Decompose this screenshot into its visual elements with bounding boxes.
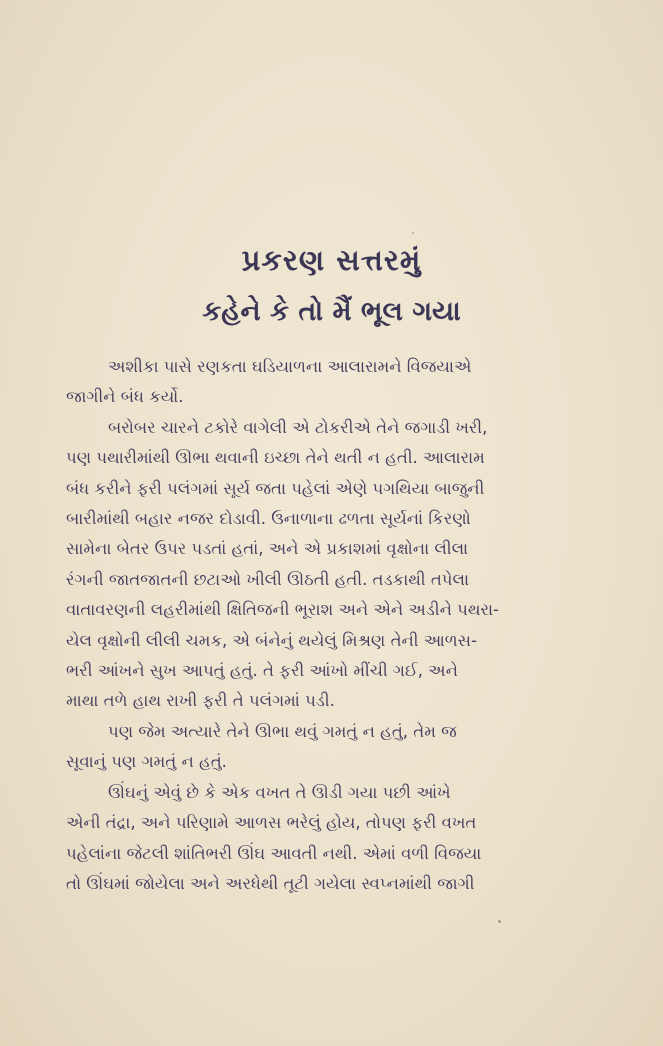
text-line: પણ જેમ અત્યારે તેને ઊભા થવું ગમતું ન હતું, તેમ જ — [108, 721, 457, 741]
paper-speck — [498, 920, 501, 923]
text-line: યેલ વૃક્ષોની લીલી ચમક, એ બંનેનું થયેલું મિશ્રણ તેની આળસ- — [66, 630, 477, 650]
text-line: બારીમાંથી બહાર નજર દોડાવી. ઉનાળાના ઢળતા સૂર્યનાં કિરણો — [66, 509, 471, 529]
text-line: ભરી આંખને સુખ આપતું હતું. તે ફરી આંખો મીંચી ગઈ, અને — [66, 661, 458, 681]
paragraph — [66, 413, 632, 717]
paragraph — [66, 717, 632, 778]
text-line: પહેલાંના જેટલી શાંતિભરી ઊંઘ આવતી નથી. એમાં વળી વિજયા — [66, 843, 482, 863]
chapter-title: પ્રકરણ સત્તરમું — [241, 243, 422, 277]
text-line: માથા તળે હાથ રાખી ફરી તે પલંગમાં પડી. — [66, 691, 335, 711]
chapter-subtitle: કહેને કે તો મૈં ભૂલ ગયા — [202, 296, 461, 327]
text-line: તો ઊંઘમાં જોયેલા અને અરધેથી તૂટી ગયેલા સ્વપ્નમાંથી જાગી — [66, 873, 475, 893]
text-line: બરોબર ચારને ટકોરે વાગેલી એ ટોકરીએ તેને જગાડી ખરી, — [108, 417, 488, 437]
text-line: રંગની જાતજાતની છટાઓ ખીલી ઊઠતી હતી. તડકાથી તપેલા — [66, 569, 470, 589]
text-line: પણ પથારીમાંથી ઊભા થવાની ઇચ્છા તેને થતી ન હતી. આલારામ — [66, 448, 485, 468]
text-line: બંધ કરીને ફરી પલંગમાં સૂર્ય જતા પહેલાં એણે પગથિયા બાજુની — [66, 478, 485, 498]
text-line: અશીકા પાસે રણકતા ઘડિયાળના આલારામને વિજયાએ — [108, 357, 472, 376]
text-line: સામેના બેતર ઉપર પડતાં હતાં, અને એ પ્રકાશમાં વૃક્ષોના લીલા — [66, 539, 469, 559]
text-line: સૂવાનું પણ ગમતું ન હતું. — [66, 752, 227, 772]
text-line: ઊંઘનું એવું છે કે એક વખત તે ઊડી ગયા પછી આંખે — [108, 782, 451, 802]
body-text — [66, 352, 632, 899]
paragraph — [66, 778, 632, 900]
text-line: જાગીને બંધ કર્યો. — [66, 387, 184, 407]
text-line: એની તંદ્રા, અને પરિણામે આળસ ભરેલું હોય, તોપણ ફરી વખત — [66, 813, 477, 833]
paper-speck — [412, 232, 414, 234]
paragraph — [66, 352, 632, 413]
text-line: વાતાવરણની લહરીમાંથી ક્ષિતિજની ભૂરાશ અને એને અડીને પથરા- — [66, 600, 500, 620]
